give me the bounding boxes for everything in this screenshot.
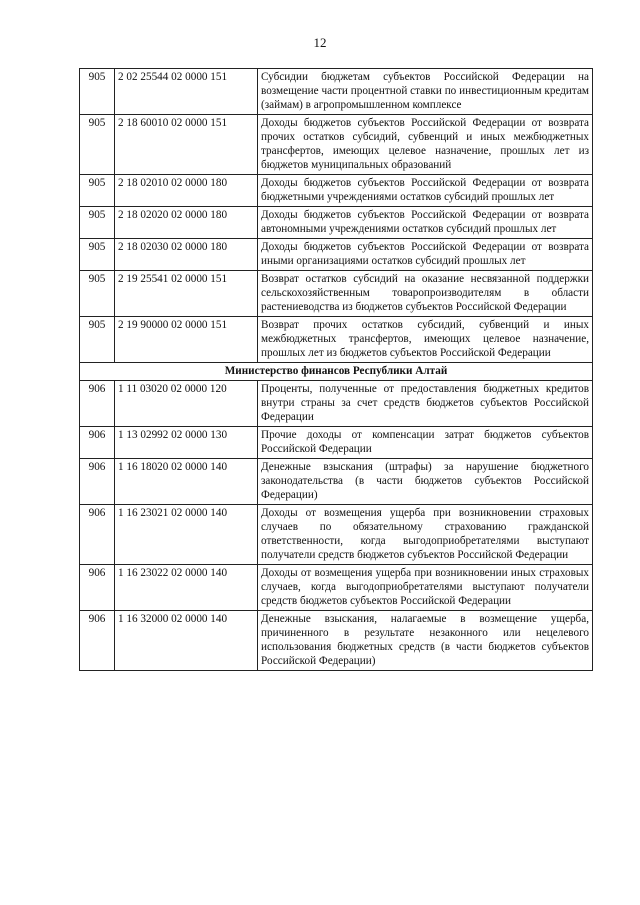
- table-row: [80, 565, 593, 611]
- revenue-name-cell: Доходы бюджетов субъектов Российской Федерации от возврата прочих остатков субсидий, субвенций и иных межбюджетных трансфертов, имеющих целевое назначение, прошлых лет из бюджетов муниципальных образований: [258, 115, 593, 175]
- admin-code-cell: 906: [80, 459, 115, 505]
- revenue-code-cell: 2 18 02010 02 0000 180: [115, 175, 258, 207]
- revenue-name-cell: Возврат остатков субсидий на оказание несвязанной поддержки сельскохозяйственным товаропроизводителям в области растениеводства из бюджетов субъектов Российской Федерации: [258, 271, 593, 317]
- admin-code-cell: 905: [80, 317, 115, 363]
- revenue-name-cell: Доходы бюджетов субъектов Российской Федерации от возврата автономными учреждениями остатков субсидий прошлых лет: [258, 207, 593, 239]
- revenue-name-cell: Доходы бюджетов субъектов Российской Федерации от возврата бюджетными учреждениями остатков субсидий прошлых лет: [258, 175, 593, 207]
- revenue-code-cell: 1 16 23021 02 0000 140: [115, 505, 258, 565]
- revenue-code-cell: 2 18 60010 02 0000 151: [115, 115, 258, 175]
- table-row: [80, 175, 593, 207]
- revenue-code-cell: 2 18 02030 02 0000 180: [115, 239, 258, 271]
- revenue-name-cell: Денежные взыскания, налагаемые в возмещение ущерба, причиненного в результате незаконного или нецелевого использования бюджетных средств (в части бюджетов субъектов Российской Федерации): [258, 611, 593, 671]
- revenue-name-cell: Проценты, полученные от предоставления бюджетных кредитов внутри страны за счет средств бюджетов субъектов Российской Федерации: [258, 381, 593, 427]
- admin-code-cell: 905: [80, 239, 115, 271]
- revenue-name-cell: Денежные взыскания (штрафы) за нарушение бюджетного законодательства (в части бюджетов субъектов Российской Федерации): [258, 459, 593, 505]
- admin-code-cell: 905: [80, 175, 115, 207]
- revenue-code-cell: 1 16 23022 02 0000 140: [115, 565, 258, 611]
- admin-code-cell: 905: [80, 207, 115, 239]
- admin-code-cell: 905: [80, 69, 115, 115]
- table-row: [80, 381, 593, 427]
- table-row: [80, 69, 593, 115]
- page-number: 12: [313, 35, 327, 50]
- revenue-name-cell: Доходы от возмещения ущерба при возникновении страховых случаев по обязательному страхованию гражданской ответственности, когда выгодоприобретателями выступают получатели средств бюджетов субъектов Российской Федерации: [258, 505, 593, 565]
- revenue-code-cell: 1 16 18020 02 0000 140: [115, 459, 258, 505]
- admin-code-cell: 906: [80, 505, 115, 565]
- table-row: [80, 459, 593, 505]
- revenue-code-cell: 2 18 02020 02 0000 180: [115, 207, 258, 239]
- revenue-name-cell: Доходы бюджетов субъектов Российской Федерации от возврата иными организациями остатков субсидий прошлых лет: [258, 239, 593, 271]
- revenue-name-cell: Возврат прочих остатков субсидий, субвенций и иных межбюджетных трансфертов, имеющих целевое назначение, прошлых лет из бюджетов субъектов Российской Федерации: [258, 317, 593, 363]
- admin-code-cell: 906: [80, 427, 115, 459]
- table-row: [80, 271, 593, 317]
- revenue-code-cell: 1 13 02992 02 0000 130: [115, 427, 258, 459]
- revenue-code-cell: 1 11 03020 02 0000 120: [115, 381, 258, 427]
- admin-code-cell: 906: [80, 381, 115, 427]
- admin-code-cell: 905: [80, 115, 115, 175]
- table-row: [80, 115, 593, 175]
- section-title: Министерство финансов Республики Алтай: [80, 363, 593, 381]
- table-row: [80, 207, 593, 239]
- revenue-codes-table: [79, 68, 593, 671]
- revenue-code-cell: 2 19 90000 02 0000 151: [115, 317, 258, 363]
- table-row: [80, 427, 593, 459]
- section-header-row: [80, 363, 593, 381]
- table-row: [80, 611, 593, 671]
- revenue-name-cell: Субсидии бюджетам субъектов Российской Федерации на возмещение части процентной ставки по инвестиционным кредитам (займам) в агропромышленном комплексе: [258, 69, 593, 115]
- revenue-code-cell: 2 02 25544 02 0000 151: [115, 69, 258, 115]
- admin-code-cell: 906: [80, 611, 115, 671]
- revenue-name-cell: Прочие доходы от компенсации затрат бюджетов субъектов Российской Федерации: [258, 427, 593, 459]
- table-row: [80, 317, 593, 363]
- revenue-name-cell: Доходы от возмещения ущерба при возникновении иных страховых случаев, когда выгодоприобретателями выступают получатели средств бюджетов субъектов Российской Федерации: [258, 565, 593, 611]
- table-row: [80, 505, 593, 565]
- admin-code-cell: 906: [80, 565, 115, 611]
- admin-code-cell: 905: [80, 271, 115, 317]
- revenue-code-cell: 1 16 32000 02 0000 140: [115, 611, 258, 671]
- revenue-code-cell: 2 19 25541 02 0000 151: [115, 271, 258, 317]
- table-row: [80, 239, 593, 271]
